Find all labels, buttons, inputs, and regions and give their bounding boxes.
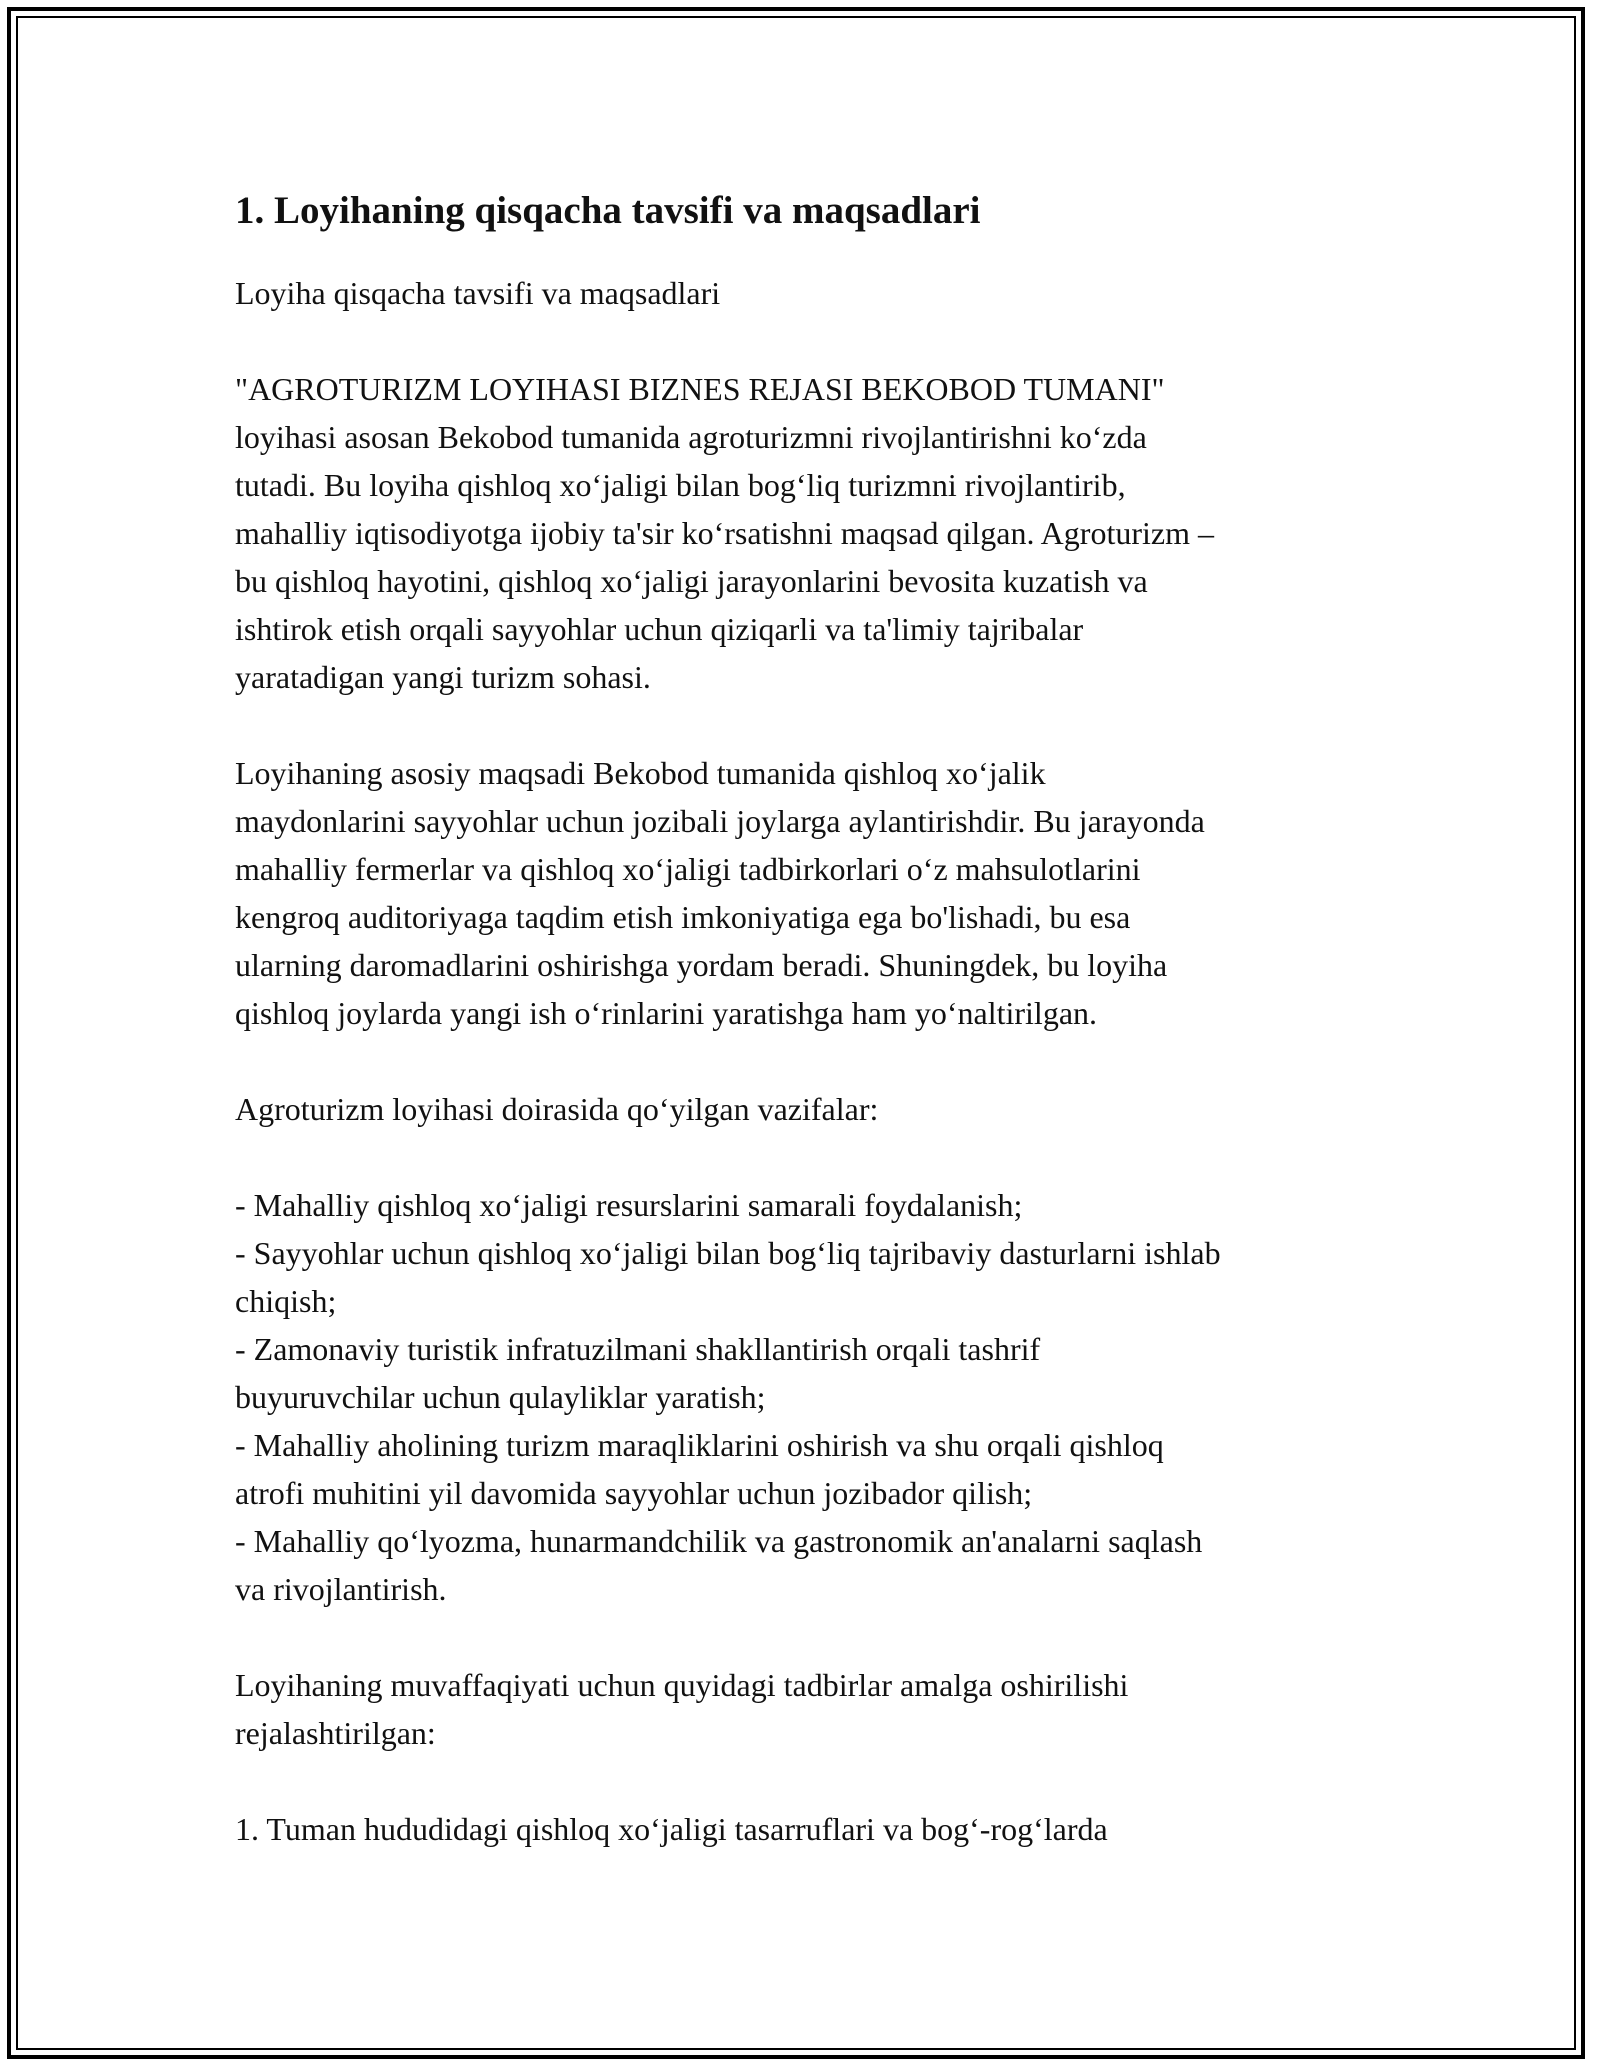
measures-intro: [235, 1661, 1365, 1757]
text-line: va rivojlantirish.: [235, 1571, 447, 1607]
text-line: yaratadigan yangi turizm sohasi.: [235, 659, 651, 695]
text-line: tutadi. Bu loyiha qishloq xo‘jaligi bilan bog‘liq turizmni rivojlantirib,: [235, 467, 1126, 503]
text-line: - Mahalliy aholining turizm maraqliklarini oshirish va shu orqali qishloq: [235, 1427, 1164, 1463]
text-line: - Zamonaviy turistik infratuzilmani shakllantirish orqali tashrif: [235, 1331, 1041, 1367]
list-item: [235, 1181, 1365, 1229]
list-item: [235, 1421, 1365, 1517]
text-line: Agroturizm loyihasi doirasida qo‘yilgan vazifalar:: [235, 1091, 879, 1127]
text-line: - Mahalliy qo‘lyozma, hunarmandchilik va gastronomik an'analarni saqlash: [235, 1523, 1203, 1559]
tasks-list: [235, 1181, 1365, 1613]
paragraph-main-goal: [235, 749, 1365, 1037]
section-subtitle: [235, 269, 1365, 317]
list-item: [235, 1325, 1365, 1421]
text-line: Loyihaning muvaffaqiyati uchun quyidagi tadbirlar amalga oshirilishi: [235, 1667, 1129, 1703]
text-line: loyihasi asosan Bekobod tumanida agroturizmni rivojlantirishni ko‘zda: [235, 419, 1147, 455]
text-line: Loyihaning asosiy maqsadi Bekobod tumanida qishloq xo‘jalik: [235, 755, 1046, 791]
text-line: kengroq auditoriyaga taqdim etish imkoniyatiga ega bo'lishadi, bu esa: [235, 899, 1131, 935]
text-line: - Mahalliy qishloq xo‘jaligi resurslarini samarali foydalanish;: [235, 1187, 1023, 1223]
text-line: rejalashtirilgan:: [235, 1715, 436, 1751]
text-line: mahalliy iqtisodiyotga ijobiy ta'sir ko‘rsatishni maqsad qilgan. Agroturizm –: [235, 515, 1214, 551]
list-item: [235, 1229, 1365, 1325]
text-line: Loyiha qisqacha tavsifi va maqsadlari: [235, 275, 721, 311]
text-line: bu qishloq hayotini, qishloq xo‘jaligi jarayonlarini bevosita kuzatish va: [235, 563, 1148, 599]
section-heading: 1. Loyihaning qisqacha tavsifi va maqsadlari: [235, 189, 981, 232]
text-line: chiqish;: [235, 1283, 337, 1319]
measure-item-1: [235, 1805, 1365, 1853]
document-body: [235, 185, 1365, 1901]
text-line: - Sayyohlar uchun qishloq xo‘jaligi bilan bog‘liq tajribaviy dasturlarni ishlab: [235, 1235, 1221, 1271]
text-line: maydonlarini sayyohlar uchun jozibali joylarga aylantirishdir. Bu jarayonda: [235, 803, 1205, 839]
text-line: mahalliy fermerlar va qishloq xo‘jaligi tadbirkorlari o‘z mahsulotlarini: [235, 851, 1141, 887]
list-item: [235, 1517, 1365, 1613]
paragraph-project-description: [235, 365, 1365, 701]
text-line: ularning daromadlarini oshirishga yordam beradi. Shuningdek, bu loyiha: [235, 947, 1168, 983]
text-line: ishtirok etish orqali sayyohlar uchun qiziqarli va ta'limiy tajribalar: [235, 611, 1084, 647]
tasks-intro: [235, 1085, 1365, 1133]
text-line: buyuruvchilar uchun qulayliklar yaratish;: [235, 1379, 766, 1415]
text-line: "AGROTURIZM LOYIHASI BIZNES REJASI BEKOBOD TUMANI": [235, 371, 1165, 407]
text-line: qishloq joylarda yangi ish o‘rinlarini yaratishga ham yo‘naltirilgan.: [235, 995, 1098, 1031]
text-line: 1. Tuman hududidagi qishloq xo‘jaligi tasarruflari va bog‘-rog‘larda: [235, 1811, 1108, 1847]
text-line: atrofi muhitini yil davomida sayyohlar uchun jozibador qilish;: [235, 1475, 1033, 1511]
